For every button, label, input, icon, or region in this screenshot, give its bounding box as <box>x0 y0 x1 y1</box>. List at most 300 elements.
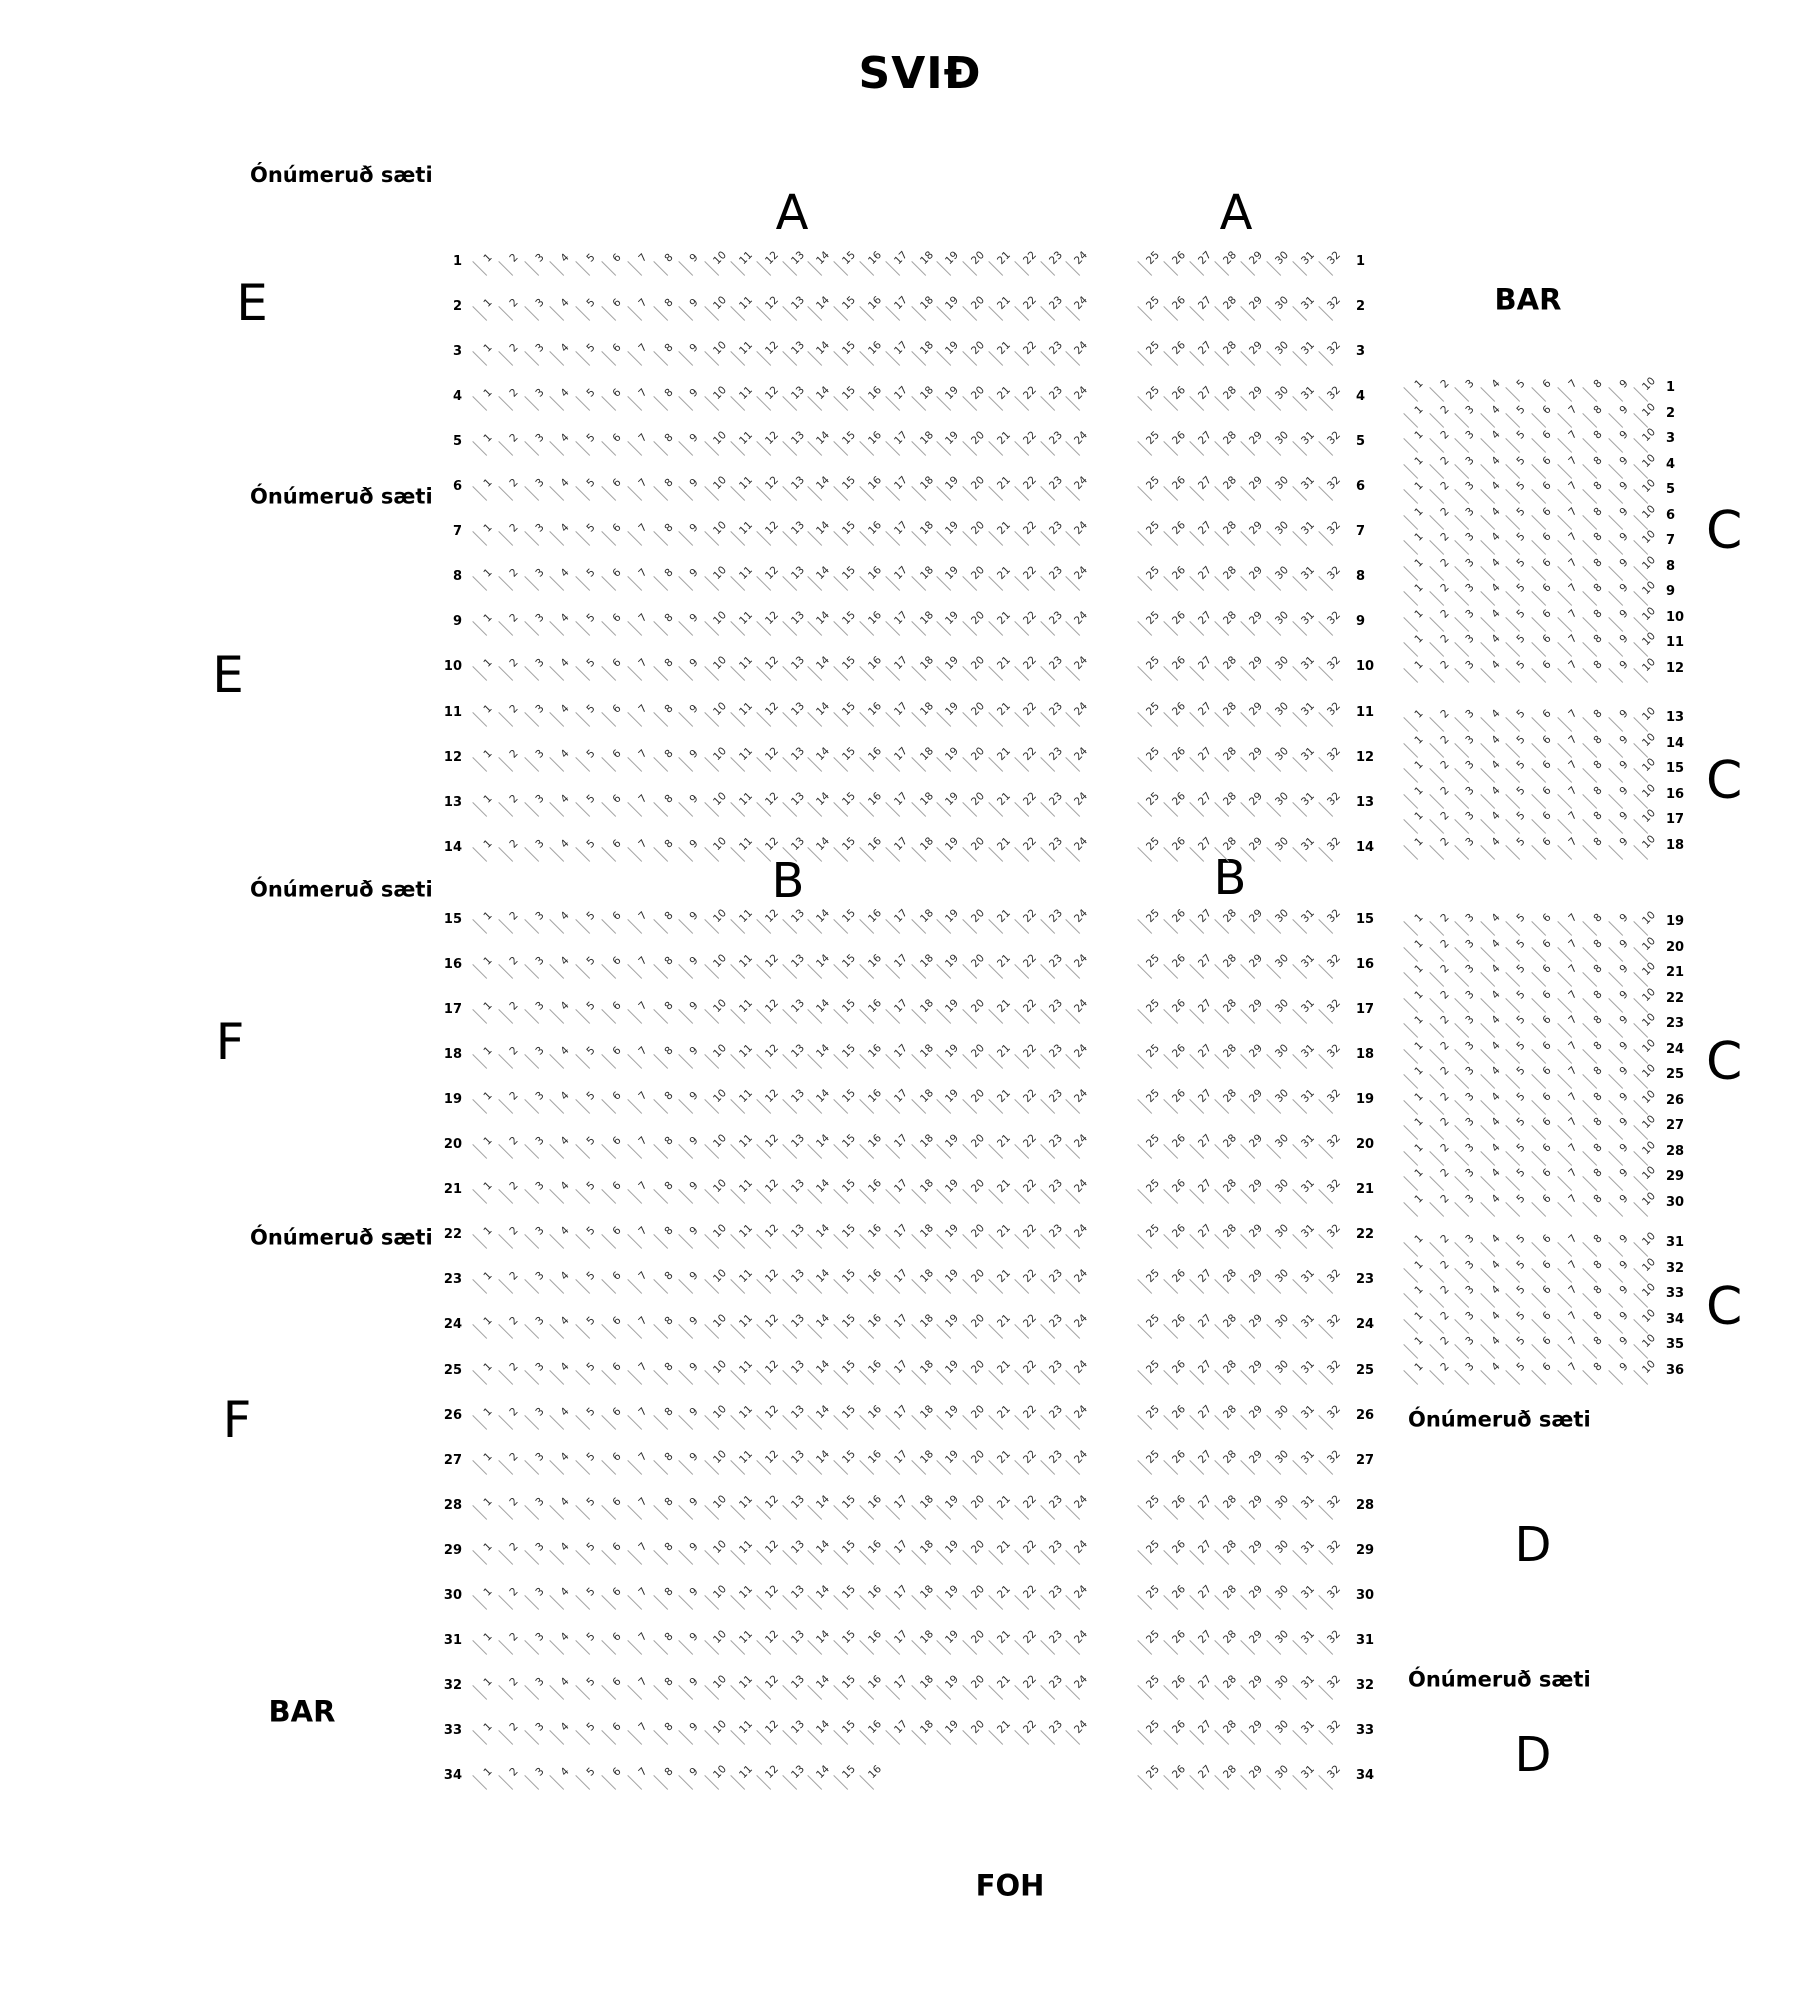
seat[interactable] <box>1454 1285 1480 1311</box>
seat-number: 2 <box>507 656 521 671</box>
seat[interactable] <box>1582 1336 1608 1362</box>
seat[interactable] <box>1505 657 1531 686</box>
row-number-side-c: 10 <box>1666 609 1685 625</box>
seat-number: 16 <box>866 1132 884 1151</box>
seat[interactable] <box>1454 1066 1480 1092</box>
seat-number: 23 <box>1046 429 1065 448</box>
seat[interactable] <box>1454 1168 1480 1194</box>
seat-number: 24 <box>1072 1537 1091 1556</box>
seat-number: 28 <box>1221 1357 1240 1376</box>
seat[interactable] <box>1454 964 1480 990</box>
seat-number: 18 <box>917 834 936 853</box>
row-number-right: 6 <box>1356 479 1366 495</box>
seat-number: 10 <box>711 1537 730 1556</box>
seat-number: 19 <box>943 1537 962 1556</box>
seat-number: 1 <box>481 1224 495 1238</box>
seat-number: 29 <box>1247 1357 1266 1376</box>
seat[interactable] <box>1403 657 1429 686</box>
seat[interactable] <box>1505 1117 1531 1143</box>
seat[interactable] <box>1505 481 1531 507</box>
seat[interactable] <box>1454 913 1480 939</box>
seat-number: 7 <box>636 1540 650 1554</box>
seat[interactable] <box>1582 834 1608 863</box>
seat-number: 20 <box>969 1492 988 1511</box>
seat-number: 20 <box>969 1222 988 1241</box>
seat[interactable] <box>1582 1191 1608 1220</box>
seat[interactable] <box>1633 1113 1659 1143</box>
seat-number: 8 <box>1591 987 1605 1002</box>
seat-number: 11 <box>737 249 755 267</box>
seat[interactable] <box>1608 834 1634 863</box>
seat[interactable] <box>1633 807 1659 837</box>
seat-number: 9 <box>687 251 701 265</box>
seat[interactable] <box>1582 913 1608 939</box>
seat-number: 19 <box>943 1402 962 1421</box>
seat-number: 4 <box>558 701 572 716</box>
seat-number: 9 <box>1617 1257 1631 1272</box>
seat[interactable] <box>1633 832 1659 863</box>
seat[interactable] <box>1505 964 1531 990</box>
seat[interactable] <box>1454 1234 1480 1260</box>
seat[interactable] <box>1582 1285 1608 1311</box>
seat[interactable] <box>1454 1336 1480 1362</box>
seat-number: 15 <box>840 429 859 448</box>
seat[interactable] <box>1454 811 1480 837</box>
seat[interactable] <box>1633 375 1659 405</box>
seat[interactable] <box>1480 834 1506 863</box>
seat-number: 31 <box>1298 1447 1317 1466</box>
seat-number: 28 <box>1221 1762 1240 1781</box>
seat-number: 2 <box>507 1720 521 1734</box>
seat-number: 26 <box>1169 1177 1188 1196</box>
seat-number: 1 <box>1412 758 1426 772</box>
seat-number: 24 <box>1072 654 1091 673</box>
seat-number: 24 <box>1072 1627 1091 1646</box>
seat-number: 10 <box>711 1177 730 1196</box>
seat[interactable] <box>1429 834 1455 863</box>
seat-number: 7 <box>636 476 650 490</box>
seat-number: 23 <box>1046 1177 1065 1196</box>
seat-number: 17 <box>891 339 910 358</box>
row-number-side-c: 6 <box>1666 507 1676 523</box>
seat[interactable] <box>1531 1359 1557 1388</box>
seat[interactable] <box>1633 1062 1659 1092</box>
seat-number: 10 <box>1640 1011 1659 1029</box>
seat[interactable] <box>1582 1359 1608 1388</box>
seat-number: 11 <box>737 1357 755 1376</box>
seat-number: 6 <box>610 999 624 1013</box>
seat[interactable] <box>1505 1285 1531 1311</box>
seat-number: 21 <box>995 997 1013 1016</box>
seat-number: 23 <box>1046 1492 1065 1511</box>
seat-number: 17 <box>891 474 910 493</box>
seat-number: 9 <box>1617 1038 1631 1053</box>
seat-number: 26 <box>1169 1042 1188 1061</box>
seat-number: 28 <box>1221 474 1240 493</box>
seat-number: 5 <box>1514 936 1528 951</box>
seat[interactable] <box>1505 379 1531 405</box>
seat-number: 14 <box>814 1402 833 1421</box>
seat[interactable] <box>1403 834 1429 863</box>
seat-number: 30 <box>1273 474 1291 493</box>
seat-number: 8 <box>661 701 676 716</box>
seat-number: 3 <box>532 1630 547 1644</box>
seat-number: 1 <box>481 1179 495 1193</box>
seat[interactable] <box>1454 1117 1480 1143</box>
seat[interactable] <box>1505 709 1531 735</box>
seat-number: 7 <box>636 431 650 445</box>
seat[interactable] <box>1633 909 1659 939</box>
seat-number: 3 <box>1463 1089 1477 1104</box>
section-b-label-left: B <box>771 853 805 909</box>
seat-number: 6 <box>610 954 624 968</box>
seat[interactable] <box>1454 379 1480 405</box>
seat[interactable] <box>1633 960 1659 990</box>
seat-number: 23 <box>1046 519 1065 538</box>
seat-number: 2 <box>507 386 521 400</box>
seat[interactable] <box>1454 583 1480 609</box>
seat-number: 24 <box>1072 834 1091 853</box>
row-number-side-c: 9 <box>1666 584 1676 599</box>
seat-number: 18 <box>917 564 936 583</box>
row-number-side-c: 32 <box>1666 1260 1685 1276</box>
seat-number: 12 <box>762 339 781 358</box>
seat-number: 1 <box>481 341 495 355</box>
seat-number: 8 <box>661 1224 676 1238</box>
seat-number: 17 <box>891 1447 910 1466</box>
seat-number: 2 <box>507 341 521 355</box>
seat-number: 25 <box>1144 339 1162 358</box>
seat-number: 2 <box>507 1675 521 1689</box>
seat-number: 6 <box>1540 834 1554 849</box>
seat-number: 4 <box>1489 479 1503 493</box>
seat-number: 17 <box>891 564 910 583</box>
seat-number: 4 <box>558 1269 572 1283</box>
seat[interactable] <box>1633 1357 1659 1388</box>
seat[interactable] <box>1582 811 1608 837</box>
seat-number: 21 <box>995 519 1013 538</box>
seat[interactable] <box>1633 426 1659 456</box>
seat[interactable] <box>1505 1234 1531 1260</box>
seat[interactable] <box>1403 1191 1429 1220</box>
seat-number: 5 <box>584 1314 598 1329</box>
seat-number: 7 <box>1565 1089 1580 1104</box>
seat-number: 20 <box>969 1537 988 1556</box>
seat[interactable] <box>1531 834 1557 863</box>
seat[interactable] <box>1531 657 1557 686</box>
seat[interactable] <box>1505 583 1531 609</box>
seat-number: 11 <box>737 699 755 718</box>
seat-number: 6 <box>1540 1140 1554 1155</box>
seat[interactable] <box>1557 1359 1583 1388</box>
seat-number: 24 <box>1072 952 1091 971</box>
seat-number: 27 <box>1195 564 1214 583</box>
seat-number: 15 <box>840 609 859 628</box>
seat[interactable] <box>1505 532 1531 558</box>
seat-number: 25 <box>1144 907 1162 925</box>
seat-number: 3 <box>532 1495 547 1509</box>
seat-number: 4 <box>1489 1308 1503 1323</box>
seat[interactable] <box>1454 430 1480 456</box>
seat-number: 7 <box>636 611 650 625</box>
seat-number: 30 <box>1273 1447 1291 1466</box>
seat-number: 14 <box>814 474 833 493</box>
seat[interactable] <box>1454 1359 1480 1388</box>
seat-number: 25 <box>1144 294 1162 313</box>
seat-number: 32 <box>1324 474 1343 493</box>
seat-number: 25 <box>1144 744 1162 763</box>
seat-number: 3 <box>1463 1115 1477 1129</box>
seat-number: 31 <box>1298 1042 1317 1061</box>
seat[interactable] <box>1582 379 1608 405</box>
seat-number: 10 <box>711 519 730 538</box>
seat[interactable] <box>1505 1191 1531 1220</box>
seat-number: 8 <box>1591 783 1605 798</box>
seat-number: 5 <box>1514 1140 1528 1155</box>
seat[interactable] <box>1582 1117 1608 1143</box>
seat-number: 1 <box>481 1585 495 1599</box>
seat-number: 4 <box>1489 1257 1503 1272</box>
seat-number: 6 <box>610 1224 624 1238</box>
seat-number: 9 <box>1617 1140 1631 1155</box>
seat[interactable] <box>1454 709 1480 735</box>
seat-number: 4 <box>1489 1115 1503 1129</box>
seat[interactable] <box>1505 1359 1531 1388</box>
seat-number: 1 <box>481 1359 495 1374</box>
seat-number: 2 <box>1437 1140 1452 1155</box>
seat-number: 6 <box>1540 632 1554 646</box>
row-number-left: 8 <box>452 569 462 585</box>
seat[interactable] <box>1582 481 1608 507</box>
seat[interactable] <box>1429 1191 1455 1220</box>
seat[interactable] <box>1582 532 1608 558</box>
seat[interactable] <box>1582 1234 1608 1260</box>
seat-number: 4 <box>1489 1064 1503 1078</box>
seat-number: 18 <box>917 997 936 1016</box>
seat[interactable] <box>1557 657 1583 686</box>
row-number-left: 29 <box>443 1542 462 1558</box>
seat-number: 4 <box>558 1179 572 1193</box>
seat[interactable] <box>1505 1168 1531 1194</box>
seat[interactable] <box>1633 1281 1659 1311</box>
seat[interactable] <box>1633 1011 1659 1041</box>
seat[interactable] <box>1582 430 1608 456</box>
seat[interactable] <box>1454 1015 1480 1041</box>
seat-number: 30 <box>1273 1177 1291 1196</box>
seat-number: 5 <box>1514 911 1528 925</box>
seat-number: 2 <box>507 1449 521 1464</box>
seat-number: 8 <box>661 999 676 1013</box>
seat-number: 23 <box>1046 1087 1065 1106</box>
seat-number: 24 <box>1072 1672 1091 1691</box>
seat-number: 21 <box>995 1042 1013 1061</box>
seat-number: 25 <box>1144 384 1162 403</box>
seat[interactable] <box>1582 760 1608 786</box>
seat-number: 32 <box>1324 1312 1343 1331</box>
seat-number: 31 <box>1298 1492 1317 1511</box>
seat[interactable] <box>1633 1230 1659 1260</box>
seat[interactable] <box>1633 1164 1659 1194</box>
seat-number: 10 <box>1640 1062 1659 1080</box>
row-number-side-c: 14 <box>1666 735 1685 751</box>
seat[interactable] <box>1557 834 1583 863</box>
seat[interactable] <box>1454 657 1480 686</box>
seat-number: 12 <box>762 1582 781 1601</box>
seat[interactable] <box>1633 630 1659 660</box>
seat[interactable] <box>1582 1015 1608 1041</box>
seat[interactable] <box>1505 913 1531 939</box>
seat[interactable] <box>1608 1359 1634 1388</box>
seat-number: 19 <box>943 1267 962 1286</box>
seat-number: 1 <box>1412 504 1426 519</box>
seat-number: 20 <box>969 1357 988 1376</box>
seat-number: 17 <box>891 609 910 628</box>
seat-number: 12 <box>762 1492 781 1511</box>
seat[interactable] <box>1454 760 1480 786</box>
seat[interactable] <box>1582 634 1608 660</box>
seat-number: 29 <box>1247 1492 1266 1511</box>
seat[interactable] <box>1505 834 1531 863</box>
seat[interactable] <box>1429 1359 1455 1388</box>
seat-number: 4 <box>1489 1283 1503 1297</box>
seat-number: 11 <box>737 1087 755 1106</box>
seat-number: 6 <box>610 1269 624 1283</box>
seat[interactable] <box>1633 705 1659 735</box>
seat[interactable] <box>1480 657 1506 686</box>
seat-number: 29 <box>1247 834 1266 853</box>
seat[interactable] <box>1429 657 1455 686</box>
seat-number: 12 <box>762 564 781 583</box>
seat-number: 17 <box>891 519 910 538</box>
seat[interactable] <box>1454 481 1480 507</box>
seat-number: 10 <box>1640 400 1659 419</box>
seat-number: 3 <box>1463 1359 1477 1374</box>
seat[interactable] <box>1505 1015 1531 1041</box>
seat[interactable] <box>1505 1336 1531 1362</box>
seat[interactable] <box>1582 583 1608 609</box>
seat[interactable] <box>1582 709 1608 735</box>
seat-number: 27 <box>1195 1492 1214 1511</box>
seat[interactable] <box>1582 964 1608 990</box>
seat-number: 19 <box>943 1042 962 1061</box>
seat[interactable] <box>1633 1189 1659 1220</box>
seat-number: 29 <box>1247 609 1266 628</box>
seat-number: 18 <box>917 1537 936 1556</box>
seat-number: 8 <box>1591 1232 1605 1246</box>
seat[interactable] <box>1454 634 1480 660</box>
seat[interactable] <box>1633 528 1659 558</box>
seat[interactable] <box>1480 1191 1506 1220</box>
seat[interactable] <box>1608 1191 1634 1220</box>
seat[interactable] <box>1582 657 1608 686</box>
seat[interactable] <box>1582 1168 1608 1194</box>
seat[interactable] <box>1403 1359 1429 1388</box>
row-number-side-c: 8 <box>1666 558 1676 574</box>
seat-number: 6 <box>610 837 624 851</box>
seat-number: 6 <box>1540 1064 1554 1078</box>
seat-number: 8 <box>661 431 676 445</box>
seat-number: 1 <box>1412 834 1426 849</box>
seat-number: 16 <box>866 1537 884 1556</box>
seat[interactable] <box>1608 657 1634 686</box>
row-number-right: 14 <box>1356 839 1375 855</box>
seat-number: 31 <box>1298 907 1317 925</box>
seat-number: 4 <box>558 1765 572 1779</box>
seat-number: 16 <box>866 997 884 1016</box>
seat-number: 8 <box>1591 1359 1605 1374</box>
seat-number: 19 <box>943 1672 962 1691</box>
seat[interactable] <box>1505 430 1531 456</box>
seat-number: 23 <box>1046 654 1065 673</box>
seat[interactable] <box>1454 834 1480 863</box>
row-number-right: 32 <box>1356 1677 1375 1693</box>
seat-number: 1 <box>1412 1359 1426 1374</box>
seat-number: 11 <box>737 609 755 628</box>
row-number-side-c: 4 <box>1666 456 1676 472</box>
seat-number: 1 <box>1412 1283 1426 1297</box>
seat-number: 29 <box>1247 654 1266 673</box>
seat-number: 3 <box>532 296 547 310</box>
seat-number: 8 <box>661 1404 676 1419</box>
seat[interactable] <box>1633 579 1659 609</box>
seat-number: 13 <box>788 294 807 313</box>
seat[interactable] <box>1505 811 1531 837</box>
seat-number: 8 <box>1591 479 1605 493</box>
seat-number: 6 <box>1540 428 1554 442</box>
seat-number: 9 <box>687 521 701 535</box>
seat-number: 10 <box>711 1132 730 1151</box>
seat[interactable] <box>1633 1332 1659 1362</box>
seat-number: 3 <box>532 746 547 761</box>
seat[interactable] <box>1454 532 1480 558</box>
seat[interactable] <box>1505 1066 1531 1092</box>
seat[interactable] <box>1531 1191 1557 1220</box>
seat-number: 27 <box>1195 952 1214 971</box>
seat[interactable] <box>1505 634 1531 660</box>
row-number-right: 31 <box>1356 1632 1375 1648</box>
seat[interactable] <box>1454 1191 1480 1220</box>
row-number-right: 25 <box>1356 1362 1375 1378</box>
seat-number: 1 <box>1412 1334 1426 1348</box>
seat-number: 7 <box>1565 1140 1580 1155</box>
seat-number: 1 <box>481 1314 495 1329</box>
seat[interactable] <box>1633 477 1659 507</box>
row-number-left: 26 <box>443 1407 462 1423</box>
seat-number: 2 <box>1437 428 1452 442</box>
seat-number: 30 <box>1273 1312 1291 1331</box>
seat-number: 7 <box>636 566 650 580</box>
seat-number: 10 <box>1640 1281 1659 1299</box>
seat-number: 12 <box>762 1717 781 1736</box>
seat[interactable] <box>1557 1191 1583 1220</box>
seat-number: 20 <box>969 997 988 1016</box>
seat-number: 2 <box>507 1585 521 1599</box>
seat-number: 2 <box>507 1134 521 1148</box>
row-number-side-c: 35 <box>1666 1337 1685 1352</box>
seat-number: 20 <box>969 744 988 763</box>
seat-number: 22 <box>1020 1537 1039 1556</box>
seat-number: 16 <box>866 1447 884 1466</box>
seat-number: 29 <box>1247 1312 1266 1331</box>
seat[interactable] <box>1633 655 1659 686</box>
seat-number: 22 <box>1020 834 1039 853</box>
seat-number: 5 <box>584 476 598 490</box>
seat[interactable] <box>1480 1359 1506 1388</box>
seat[interactable] <box>1633 756 1659 786</box>
seat[interactable] <box>1505 760 1531 786</box>
seat[interactable] <box>1582 1066 1608 1092</box>
seat-number: 25 <box>1144 1357 1162 1376</box>
